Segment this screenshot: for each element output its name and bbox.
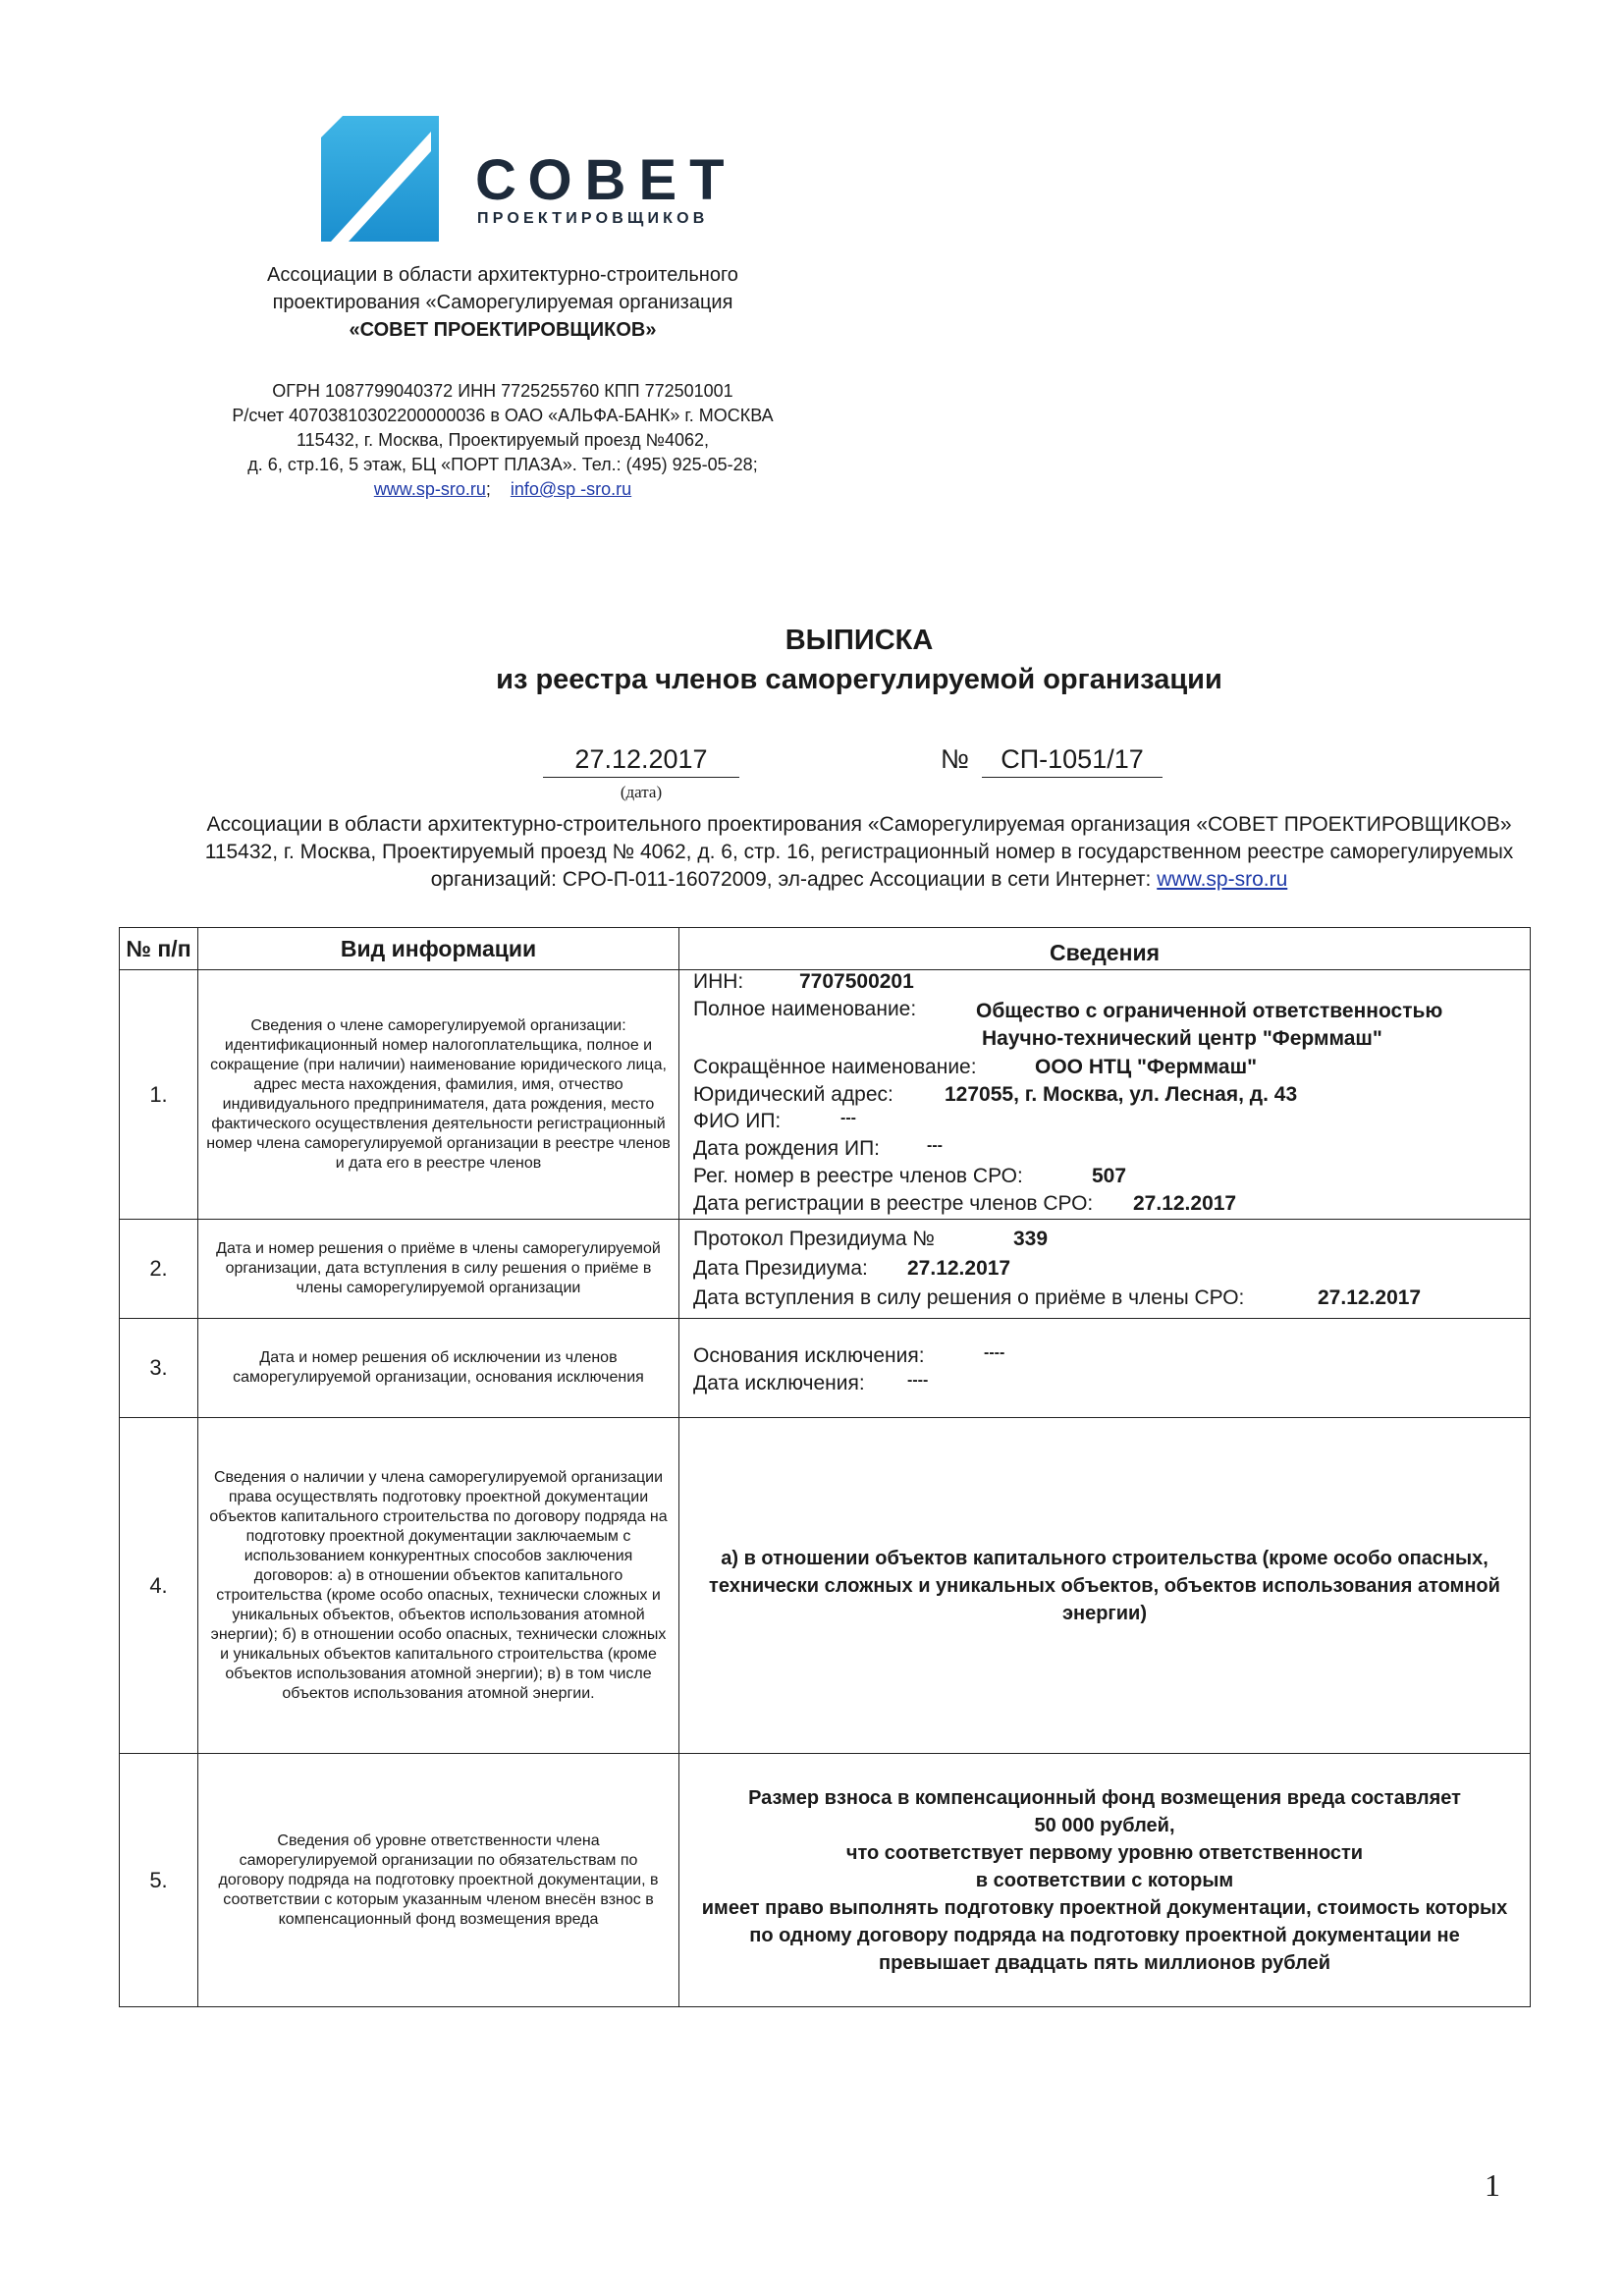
fio-value: --- [840,1110,856,1126]
liability-line-7: превышает двадцать пять миллионов рублей [879,1951,1330,1974]
liability-line-2: 50 000 рублей, [1034,1814,1175,1836]
row-number: 3. [120,1319,198,1418]
intro-website-link[interactable]: www.sp-sro.ru [1157,868,1288,891]
requisites-line-4: д. 6, стр.16, 5 этаж, БЦ «ПОРТ ПЛАЗА». Тел.: (495) 925-05-28; [247,455,758,474]
table-row [120,1418,1531,1754]
row-info [679,1319,1531,1418]
exclusion-date-label: Дата исключения: [693,1372,865,1394]
requisites-line-3: 115432, г. Москва, Проектируемый проезд №4062, [297,430,709,450]
row-number: 2. [120,1220,198,1319]
table-row [120,1319,1531,1418]
header-info: Сведения [679,928,1531,970]
row-kind: Дата и номер решения об исключении из членов саморегулируемой организации, основания исключения [198,1319,679,1418]
fullname-value-1: Общество с ограниченной ответственностью [976,1000,1443,1022]
exclusion-reason-label: Основания исключения: [693,1344,925,1367]
liability-line-5: имеет право выполнять подготовку проектной документации, стоимость которых [701,1896,1508,1919]
links-separator: ; [485,479,491,499]
header-kind: Вид информации [198,928,679,970]
row-info [679,1418,1531,1754]
inn-value: 7707500201 [799,970,914,993]
right-level-line-3: энергии) [1061,1602,1148,1624]
shortname-label: Сокращённое наименование: [693,1056,977,1078]
org-name-line-3: «СОВЕТ ПРОЕКТИРОВЩИКОВ» [349,319,657,341]
protocol-value: 339 [1013,1228,1049,1250]
liability-line-6: по одному договору подряда на подготовку проектной документации не [749,1924,1460,1946]
logo-subtitle: ПРОЕКТИРОВЩИКОВ [477,210,709,227]
row-kind: Сведения о члене саморегулируемой организации: идентификационный номер налогоплательщика, полное и сокращение (при наличии) наименование юридического лица, адрес места нахождения, фамилия, имя, отчество индивидуального предпринимателя, дата рождения, место фактического осуществления деятельности регистрационный номер члена саморегулируемой организации в реестре членов и дата его в реестре членов [198,970,679,1220]
shortname-value: ООО НТЦ "Ферммаш" [1035,1056,1258,1078]
presidium-date-value: 27.12.2017 [907,1257,1011,1280]
liability-line-4: в соответствии с которым [975,1869,1234,1891]
exclusion-date-value: ---- [907,1372,929,1389]
org-name-line-2: проектирования «Саморегулируемая организация [272,292,733,313]
row-kind: Сведения об уровне ответственности члена саморегулируемой организации по обязательствам по договору подряда на подготовку проектной документации, в соответствии с которым указанным членом внесён взнос в компенсационный фонд возмещения вреда [198,1754,679,2007]
intro-line-3 [147,866,1571,894]
email-link[interactable]: info@sp -sro.ru [510,479,632,499]
row-number: 1. [120,970,198,1220]
document-date: 27.12.2017 [543,744,739,778]
row-info [679,1220,1531,1319]
number-sign: № [941,744,969,774]
logo-mark-icon [321,116,439,242]
effective-date-label: Дата вступления в силу решения о приёме в члены СРО: [693,1286,1245,1309]
logo-wordmark: СОВЕТ [475,148,737,212]
date-caption: (дата) [620,783,663,801]
document-title: ВЫПИСКА [784,625,934,656]
table-header-row [120,928,1531,970]
intro-line-3-text: организаций: СРО-П-011-16072009, эл-адрес Ассоциации в сети Интернет: [430,868,1152,891]
row-info [679,970,1531,1220]
intro-line-1: Ассоциации в области архитектурно-строительного проектирования «Саморегулируемая организация «СОВЕТ ПРОЕКТИРОВЩИКОВ» [206,813,1512,836]
row-info [679,1754,1531,2007]
row-kind: Дата и номер решения о приёме в члены саморегулируемой организации, дата вступления в силу решения о приёме в члены саморегулируемой организации [198,1220,679,1319]
regnum-value: 507 [1092,1165,1127,1187]
right-level-line-1: а) в отношении объектов капитального строительства (кроме особо опасных, [721,1547,1488,1569]
protocol-label: Протокол Президиума № [693,1228,935,1250]
row-number: 5. [120,1754,198,2007]
right-level-line-2: технически сложных и уникальных объектов, объектов использования атомной [709,1574,1500,1597]
birth-value: --- [927,1137,943,1154]
row-kind: Сведения о наличии у члена саморегулируемой организации права осуществлять подготовку проектной документации объектов капитального строительства по договору подряда на подготовку проектной документации заключаемым с использованием конкурентных способов заключения договоров: а) в отношении объектов капитального строительства (кроме особо опасных, технически сложных и уникальных объектов, объектов использования атомной энергии); б) в отношении особо опасных, технически сложных и уникальных объектов капитального строительства (кроме объектов использования атомной энергии); в) в том числе объектов использования атомной энергии. [198,1418,679,1754]
document-subtitle: из реестра членов саморегулируемой организации [496,664,1222,695]
intro-line-2: 115432, г. Москва, Проектируемый проезд № 4062, д. 6, стр. 16, регистрационный номер в государственном реестре саморегулируемых [204,841,1514,863]
fio-label: ФИО ИП: [693,1110,782,1132]
header-num: № п/п [120,928,198,970]
website-link[interactable]: www.sp-sro.ru [373,479,486,499]
requisites-line-2: Р/счет 40703810302200000036 в ОАО «АЛЬФА-БАНК» г. МОСКВА [232,406,774,425]
registry-table [119,927,1531,2007]
address-label: Юридический адрес: [693,1083,893,1106]
page-number: 1 [1485,2167,1500,2203]
effective-date-value: 27.12.2017 [1318,1286,1422,1309]
inn-label: ИНН: [693,970,744,993]
fullname-label: Полное наименование: [693,998,917,1020]
liability-line-1: Размер взноса в компенсационный фонд возмещения вреда составляет [748,1786,1461,1809]
exclusion-reason-value: ---- [984,1344,1005,1361]
address-value: 127055, г. Москва, ул. Лесная, д. 43 [945,1083,1298,1106]
regnum-label: Рег. номер в реестре членов СРО: [693,1165,1023,1187]
requisites-line-1: ОГРН 1087799040372 ИНН 7725255760 КПП 772501001 [272,381,733,401]
row-number: 4. [120,1418,198,1754]
presidium-date-label: Дата Президиума: [693,1257,868,1280]
liability-line-3: что соответствует первому уровню ответственности [845,1841,1364,1864]
regdate-value: 27.12.2017 [1133,1192,1237,1215]
requisites-links [208,477,797,502]
birth-label: Дата рождения ИП: [693,1137,880,1160]
table-row [120,1754,1531,2007]
table-row [120,1220,1531,1319]
table-row [120,970,1531,1220]
org-name-line-1: Ассоциации в области архитектурно-строительного [267,264,738,286]
document-number: СП-1051/17 [982,744,1163,778]
fullname-value-2: Научно-технический центр "Ферммаш" [982,1027,1382,1050]
regdate-label: Дата регистрации в реестре членов СРО: [693,1192,1094,1215]
